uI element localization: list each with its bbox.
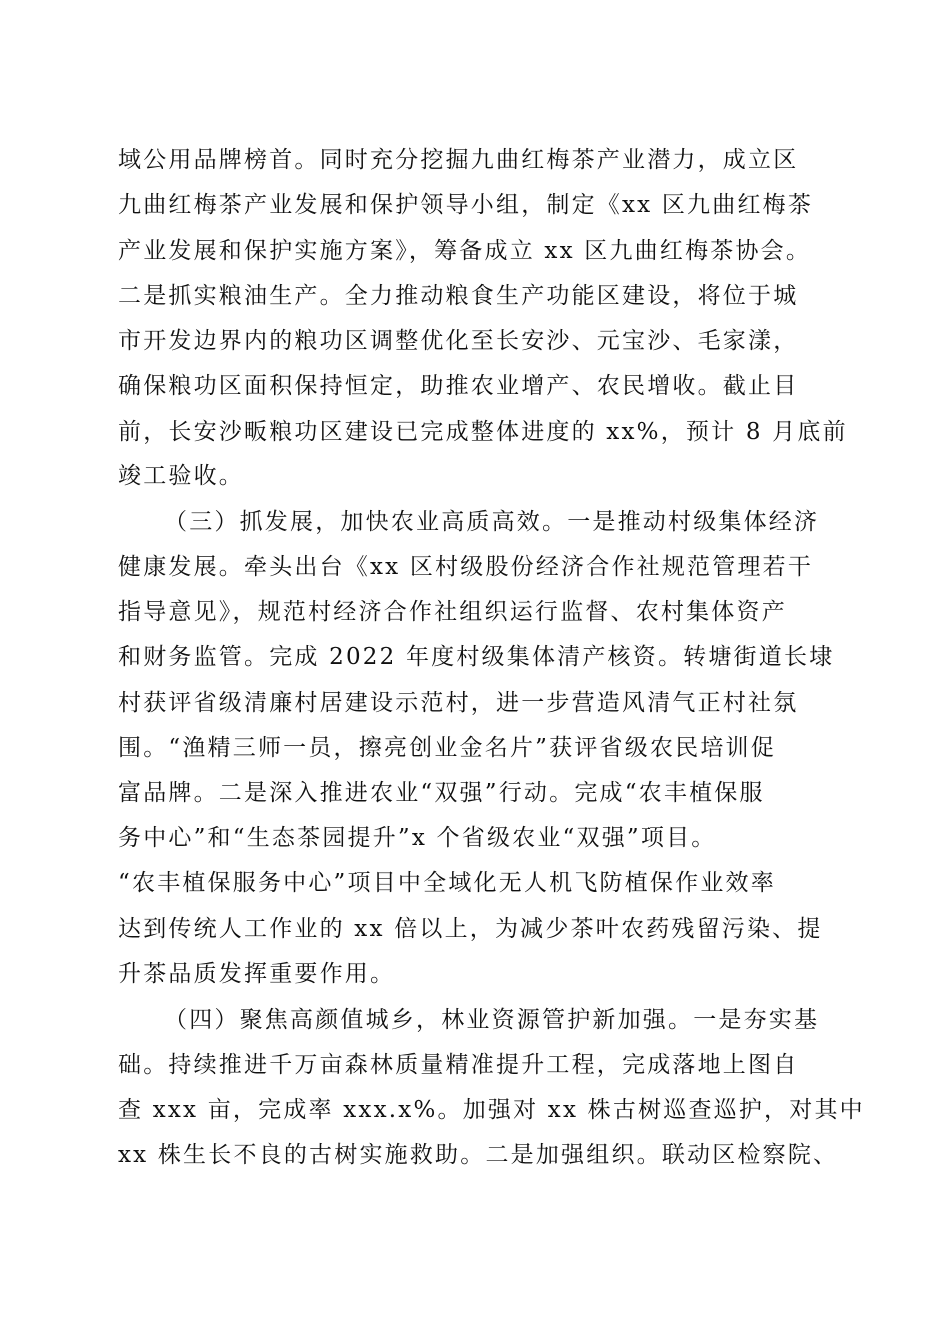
- text-line: 围。“渔精三师一员，擦亮创业金名片”获评省级农民培训促: [118, 735, 776, 761]
- section-heading-line: （三）抓发展，加快农业高质高效。一是推动村级集体经济: [164, 509, 820, 535]
- text-line: 竣工验收。: [118, 463, 244, 489]
- text-line: 富品牌。二是深入推进农业“双强”行动。完成“农丰植保服: [118, 780, 765, 806]
- text-line: 指导意见》，规范村经济合作社组织运行监督、农村集体资产: [118, 599, 787, 625]
- text-line: 查 xxx 亩，完成率 xxx.x%。加强对 xx 株古树巡查巡护，对其中: [118, 1097, 865, 1123]
- text-line: 市开发边界内的粮功区调整优化至长安沙、元宝沙、毛家漾，: [118, 328, 799, 354]
- text-line: 升茶品质发挥重要作用。: [118, 961, 396, 987]
- text-line: 确保粮功区面积保持恒定，助推农业增产、农民增收。截止目: [118, 373, 799, 399]
- text-line: 二是抓实粮油生产。全力推动粮食生产功能区建设，将位于城: [118, 283, 799, 309]
- text-line: xx 株生长不良的古树实施救助。二是加强组织。联动区检察院、: [118, 1142, 839, 1168]
- text-line: 村获评省级清廉村居建设示范村，进一步营造风清气正村社氛: [118, 690, 799, 716]
- text-line: 础。持续推进千万亩森林质量精准提升工程，完成落地上图自: [118, 1052, 799, 1078]
- text-line: 产业发展和保护实施方案》，筹备成立 xx 区九曲红梅茶协会。: [118, 238, 812, 264]
- text-line: 务中心”和“生态茶园提升”x 个省级农业“双强”项目。: [118, 825, 717, 851]
- text-line: 前，长安沙畈粮功区建设已完成整体进度的 xx%，预计 8 月底前: [118, 419, 848, 445]
- text-line: 健康发展。牵头出台《xx 区村级股份经济合作社规范管理若干: [118, 554, 814, 580]
- section-heading-line: （四）聚焦高颜值城乡，林业资源管护新加强。一是夯实基: [164, 1007, 820, 1033]
- text-line: 域公用品牌榜首。同时充分挖掘九曲红梅茶产业潜力，成立区: [118, 147, 799, 173]
- text-line: 达到传统人工作业的 xx 倍以上，为减少茶叶农药残留污染、提: [118, 916, 823, 942]
- text-line: 和财务监管。完成 2022 年度村级集体清产核资。转塘街道长埭: [118, 644, 835, 670]
- text-line: 九曲红梅茶产业发展和保护领导小组，制定《xx 区九曲红梅茶: [118, 192, 814, 218]
- text-line: “农丰植保服务中心”项目中全域化无人机飞防植保作业效率: [118, 870, 776, 896]
